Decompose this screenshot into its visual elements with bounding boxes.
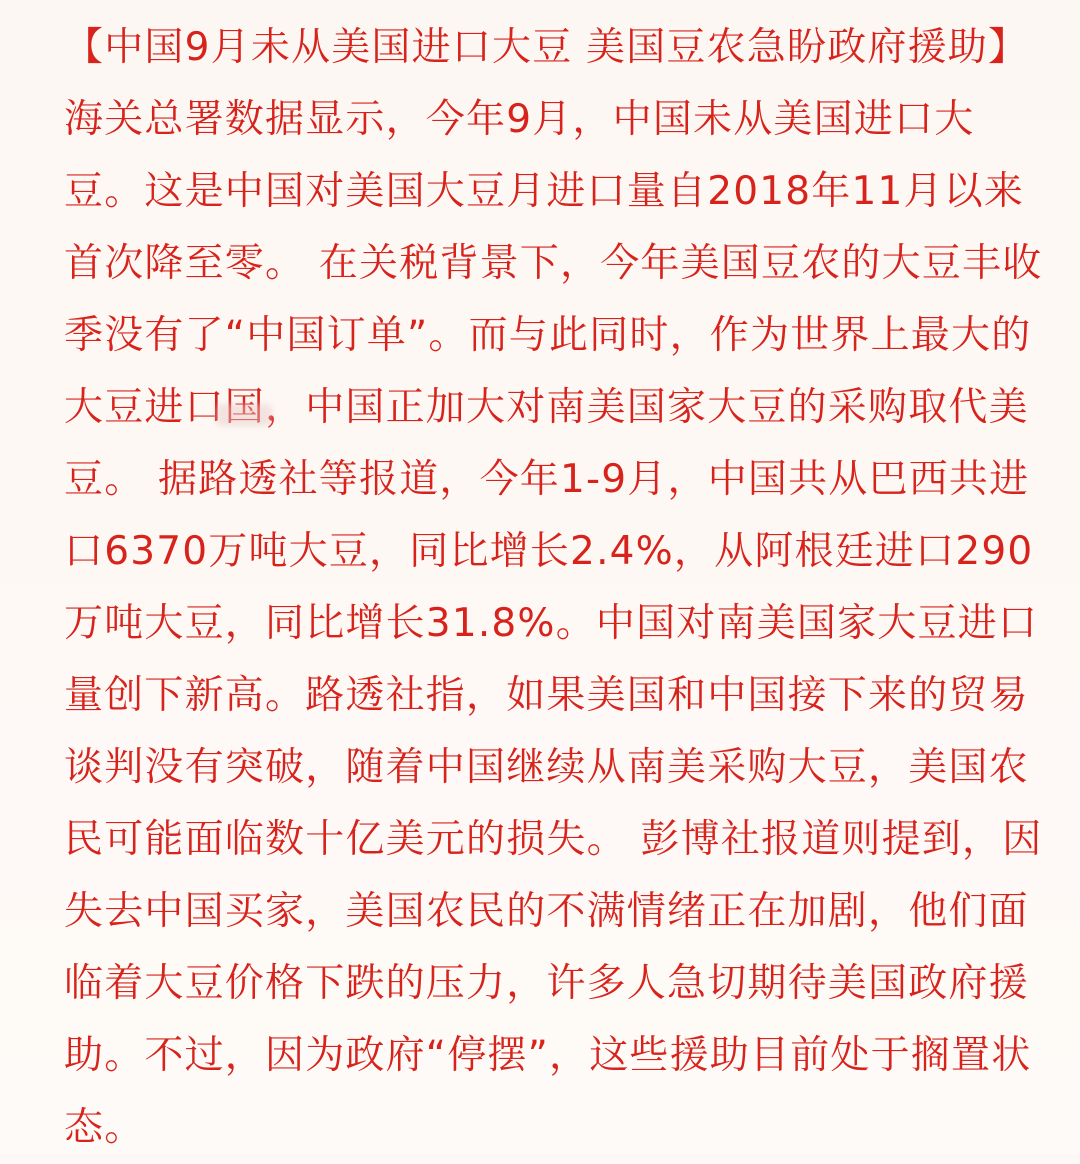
article-title: 【中国9月未从美国进口大豆 美国豆农急盼政府援助】	[64, 25, 1029, 70]
blurred-watermark	[216, 404, 272, 426]
article-body: 海关总署数据显示，今年9月，中国未从美国进口大豆。这是中国对美国大豆月进口量自2018年11月以来首次降至零。 在关税背景下，今年美国豆农的大豆丰收季没有了“中国订单”。而与此同时，作为世界上最大的大豆进口国，中国正加大对南美国家大豆的采购取代美豆。 据路透社等报道，今年1-9月，中国共从巴西共进口6370万吨大豆，同比增长2.4%，从阿根廷进口290万吨大豆，同比增长31.8%。中国对南美国家大豆进口量创下新高。路透社指，如果美国和中国接下来的贸易谈判没有突破，随着中国继续从南美采购大豆，美国农民可能面临数十亿美元的损失。 彭博社报道则提到，因失去中国买家，美国农民的不满情绪正在加剧，他们面临着大豆价格下跌的压力，许多人急切期待美国政府援助。不过，因为政府“停摆”，这些援助目前处于搁置状态。	[64, 97, 1043, 1150]
article-text	[64, 12, 1054, 1164]
